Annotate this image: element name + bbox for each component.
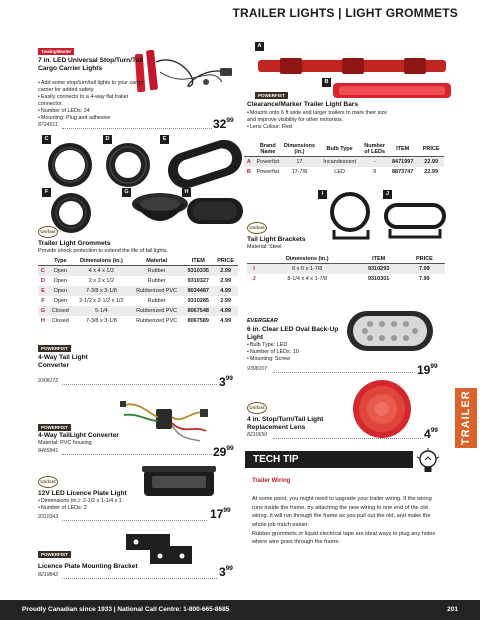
replacement-lens-image	[346, 378, 418, 440]
badge-f: F	[42, 188, 51, 197]
sku-replacement-lens: 8210650	[247, 432, 268, 438]
page-footer	[0, 600, 480, 620]
grommet-c-image	[45, 140, 95, 190]
bullet: • Bulb Type: LED	[247, 342, 299, 349]
grommet-g-image	[130, 190, 190, 232]
product-title-licence-plate: 12V LED Licence Plate Light	[38, 490, 127, 497]
badge-h: H	[182, 188, 191, 197]
leader-dots	[62, 578, 217, 579]
tech-tip-body	[252, 495, 437, 547]
sku-led-universal: 8724911	[38, 122, 58, 128]
bullet: • Number of LEDs: 24	[38, 108, 150, 115]
leader-dots	[62, 454, 212, 455]
table-row: E Open 7-3/8 x 3-1/8 Rubberized PVC 8034487 4.99	[38, 286, 238, 296]
brand-powerfist: POWERFIST	[255, 92, 288, 99]
th: Dimensions (in.)	[261, 255, 354, 264]
badge-b: B	[322, 78, 331, 87]
product-bullets-led-universal	[38, 80, 150, 122]
badge-e: E	[160, 135, 169, 144]
side-tab-trailer: TRAILER	[455, 388, 477, 448]
sku-taillight-converter: 8465841	[38, 448, 59, 454]
price-taillight-converter: $29^{99}$	[213, 445, 234, 459]
brand-powerfist: POWERFIST	[38, 424, 71, 431]
product-title-taillight-converter: 4-Way TailLight Converter	[38, 432, 119, 439]
product-title-led-universal: 7 in. LED Universal Stop/Turn/Tail Cargo Carrier Lights	[38, 57, 143, 72]
brand-unifast: Unifast	[38, 226, 58, 238]
product-title-converter: 4-Way Tail Light Converter	[38, 354, 88, 369]
product-title-licence-bracket: Licence Plate Mounting Bracket	[38, 563, 138, 570]
brand-powerfist: POWERFIST	[38, 551, 71, 558]
bracket-i-image	[316, 190, 376, 240]
bracket-j-image	[380, 195, 450, 240]
product-title-grommets: Trailer Light Grommets	[38, 240, 111, 247]
bullet: • Mounts onto 6 ft wide and larger trailers to mark their size and improve visibility for other motorists.	[247, 110, 392, 124]
th: PRICE	[404, 255, 445, 264]
page-title: TRAILER LIGHTS | LIGHT GROMMETS	[232, 6, 458, 20]
brand-unifast: Unifast	[247, 222, 267, 234]
bullet: • Number of LEDs: 2	[38, 505, 122, 512]
marker-bar-b-image	[333, 80, 453, 102]
th: ITEM	[183, 257, 213, 266]
table-row: J 8-1/4 x 4 x 1-7/8 9310301 7.99	[252, 276, 430, 282]
badge-c: C	[42, 135, 51, 144]
brackets-material: Material: Steel	[247, 244, 282, 250]
th: Bulb Type	[317, 142, 362, 157]
brand-evergear: EVERGEAR	[247, 318, 278, 324]
table-row: D Open 2 x 2 x 1/2 Rubber 9310327 2.99	[40, 278, 232, 284]
sku-backup-light: 9308107	[247, 366, 268, 372]
table-row: C Open 4 x 4 x 1/2 Rubber 9310335 2.99	[38, 266, 238, 277]
th: ITEM	[387, 142, 418, 157]
th: Brand Name	[254, 142, 282, 157]
bullet: • Mounting: Screw	[247, 356, 299, 363]
price-licence-plate: $17^{99}$	[210, 507, 231, 521]
leader-dots	[62, 384, 217, 385]
footer-text: Proudly Canadian since 1933 | National Call Centre: 1-800-665-8685	[22, 606, 230, 613]
th: PRICE	[418, 142, 444, 157]
grommet-e-image	[163, 140, 248, 188]
th: Type	[48, 257, 73, 266]
th: ITEM	[354, 255, 404, 264]
tech-tip-heading: TECH TIP	[245, 451, 413, 468]
product-bullets-licence-plate	[38, 498, 122, 512]
table-row: H Closed 7-3/8 x 3-1/8 Rubberized PVC 8067589 4.99	[40, 318, 232, 324]
product-bullets-marker-bars	[247, 110, 392, 131]
th: Dimensions (in.)	[73, 257, 130, 266]
grommets-table	[38, 257, 238, 326]
sku-converter: 9308172	[38, 378, 59, 384]
grommet-h-image	[185, 196, 245, 228]
price-backup-light: $19^{99}$	[417, 363, 438, 377]
backup-light-image	[345, 308, 435, 353]
tech-tip-subheading: Trailer Wiring	[252, 478, 291, 484]
brand-powerfist: POWERFIST	[38, 345, 71, 352]
th: Dimensions (in.)	[283, 143, 316, 155]
taillight-converter-material: Material: PVC housing	[38, 440, 92, 446]
tech-tip-paragraph: Rubber grommets or liquid electrical tape are ideal ways to plug any holes where wire goes through the frame.	[252, 530, 436, 546]
th: Material	[130, 257, 183, 266]
bullet: • Mounting: Plug and adhesive	[38, 115, 150, 122]
brand-towingmaster: TowingMaster	[38, 48, 74, 55]
sku-licence-plate: 9310343	[38, 514, 59, 520]
licence-plate-light-image	[140, 462, 218, 502]
tech-tip-paragraph: At some point, you might need to upgrade your trailer wiring. If the wiring runs inside the frame, try attaching the new wiring to one end of the old wiring. It will run through the frame as you pull out the old, and make the whole job much easier.	[252, 496, 432, 528]
leader-dots	[273, 438, 423, 439]
taillight-converter-image	[120, 395, 210, 445]
product-title-marker-bars: Clearance/Marker Trailer Light Bars	[247, 101, 359, 108]
badge-a: A	[255, 42, 264, 51]
marker-bar-a-image	[258, 55, 448, 77]
product-title-replacement-lens: 4 in. Stop/Turn/Tail Light Replacement Lens	[247, 416, 324, 431]
leader-dots	[62, 520, 207, 521]
price-replacement-lens: $4^{99}$	[424, 427, 438, 441]
badge-j: J	[383, 190, 392, 199]
product-bullets-backup-light	[247, 342, 299, 363]
table-row: F Open 2-1/2 x 2-1/2 x 1/2 Rubber 9310285 2.99	[41, 298, 232, 304]
bullet: • Lens Colour: Red	[247, 124, 392, 131]
lightbulb-icon	[415, 448, 441, 476]
grommets-desc: Provide shock protection to extend the life of tail lights.	[38, 248, 169, 254]
bullet: • Number of LEDs: 10	[247, 349, 299, 356]
badge-d: D	[103, 135, 112, 144]
price-licence-bracket: $3^{99}$	[219, 565, 233, 579]
table-row: B Powerfist 17-7/8 LED 9 8873747 22.99	[246, 169, 439, 175]
brackets-table	[247, 255, 445, 284]
bullet: • Easily connects to a 4-way flat trailer connector.	[38, 94, 150, 108]
table-row: I 6 x 6 x 1-7/8 9310293 7.99	[247, 264, 445, 275]
badge-i: I	[318, 190, 327, 199]
sku-licence-bracket: 8219842	[38, 572, 59, 578]
grommet-d-image	[103, 140, 153, 190]
badge-g: G	[122, 188, 131, 197]
th: PRICE	[213, 257, 238, 266]
table-row: A Powerfist 17 Incandescent - 8471997 22.99	[244, 157, 444, 168]
page-number: 201	[447, 606, 458, 613]
bullet: • Add some stop/turn/tail lights to your cargo carrier for added safety.	[38, 80, 150, 94]
price-led-universal: $32^{99}$	[213, 117, 234, 131]
product-title-backup-light: 6 in. Clear LED Oval Back-Up Light	[247, 326, 339, 341]
bullet: • Dimensions (in.): 2-1/2 x 1-1/4 x 1	[38, 498, 122, 505]
table-row: G Closed 5-1/4 Rubberized PVC 8067548 4.99	[38, 306, 238, 316]
brand-unifast: Unifast	[38, 476, 58, 488]
brand-unifast: Unifast	[247, 402, 267, 414]
leader-dots	[62, 128, 212, 129]
leader-dots	[273, 372, 413, 373]
th: Number of LEDs	[364, 143, 386, 155]
price-converter: $3^{99}$	[219, 375, 233, 389]
product-title-brackets: Tail Light Brackets	[247, 236, 306, 243]
marker-bars-table	[244, 142, 444, 177]
